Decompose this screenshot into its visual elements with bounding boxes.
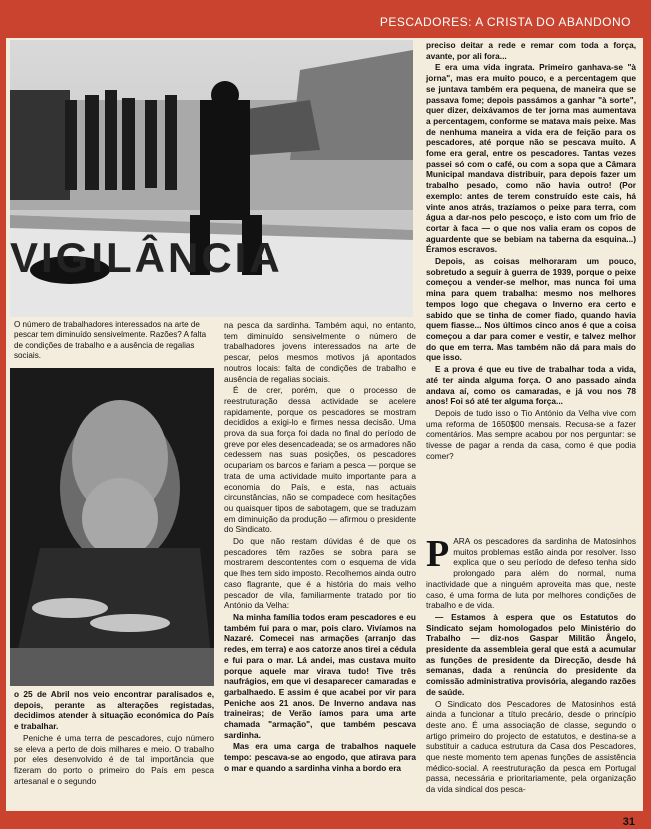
photo-fisherman	[10, 40, 413, 317]
paragraph: Depois de tudo isso o Tio António da Velha vive com uma reforma de 1650$00 mensais. Recusa-se a fazer comentários. Mas sempre acabou por nos perguntar: se tivesse de pagar a renda da casa, como é que podia comer?	[426, 407, 636, 461]
header-title: PESCADORES: A CRISTA DO ABANDONO	[379, 15, 631, 29]
photo-woman	[10, 368, 214, 686]
paragraph-quote: preciso deitar a rede e remar com toda a força, avante, por ali fora...	[426, 40, 636, 61]
text-col-right	[426, 40, 636, 462]
paragraph-quote: E era uma vida ingrata. Primeiro ganhava-se "à jorna", mas era muito pouco, e a percentagem que se juntava também era pequena, de maneira que se passava fome; depois passámos a ganhar "à sorte", quer dizer, deixávamos de ter jorna mas aumentava a percentagem, conforme se matava mais peixe. Mas de nenhuma maneira a vida era de feição para os pescadores, até porque não se pescava muito. A fome era geral, entre os pescadores. Tantas vezes passei só com o café, ou com a sopa que a Câmara Municipal mandava distribuir, para depois fazer um trabalho pesado, como não havia outro! (Por exemplo: antes de terem construído este cais, há vinte anos atrás, trazíamos o peixe para terra, com água a dar-nos pelo pescoço, e isto com um frio de cortar à faca — o que nos valia eram os copos de aguardente que se bebiam na taberna da esquina...) Éramos escravos.	[426, 62, 636, 255]
text-col-left	[14, 689, 214, 787]
text-col-middle	[224, 320, 416, 775]
paragraph-quote: Na minha família todos eram pescadores e eu também fui para o mar, pois claro. Vivíamos na Nazaré. Comecei nas armações (arranjo das redes, em terra) e aos catorze anos tirei a cédula e fui para o mar. Lá andei, mas custava muito porque aquele mar virava tudo! Tive três naufrágios, em que vi desaparecer camaradas e garbalhaedo. E assim é que acabei por vir para Peniche aos 21 anos. De Inverno andava nas traineiras; de Verão íamos para uma arte chamada "armação", que também pescava sardinha.	[224, 611, 416, 740]
paragraph: É de crer, porém, que o processo de reestruturação dessa actividade se acelere rapidamente, porque os pescadores se mostram decididos a exigi-lo e firmes nessa decisão. Uma prova da sua força foi dada no final do período de greve por eles desencadeada; se os armadores não cedessem nas suas posições, os pescadores ocupariam os barcos e fariam a pesca — porque se trata de uma actividade muito importante para a economia do País, e esta, nas actuais circunstâncias, não se compadece com hesitações ou quaisquer tipos de sabotagem, que se traduzam em diminuição da produção — afirmou o presidente do Sindicato.	[224, 385, 416, 535]
paragraph-quote: Mas era uma carga de trabalhos naquele tempo: pescava-se ao engodo, que atirava para o mar e quando a sardinha vinha a bordo era	[224, 741, 416, 773]
text-col-right-bottom	[426, 533, 636, 796]
paragraph-quote: E a prova é que eu tive de trabalhar toda a vida, até ter ainda alguma força. O ano passado ainda andava aí, como os camaradas, e já vou nos 78 anos! Foi só até ter alguma força...	[426, 364, 636, 407]
sign-vigilancia: VIGILÂNCIA	[10, 234, 283, 281]
paragraph: Do que não restam dúvidas é de que os pescadores têm razões se sobra para se mostrarem descontentes com o esquema de vida que lhes tem sido imposto. Recolhemos ainda outro caso flagrante, que é a história do mais velho pescador de vila, familiarmente tratado por tio António da Velha:	[224, 536, 416, 611]
paragraph: na pesca da sardinha. Também aqui, no entanto, tem diminuído sensivelmente o número de trabalhadores jovens interessados na arte de pescar, pelos mesmos motivos já apontados noutros locais: falta de condições de trabalho e ausência de regalias sociais.	[224, 320, 416, 384]
paragraph-text: ARA os pescadores da sardinha de Matosinhos muitos problemas estão ainda por resolver. Isso explica que o seu período de defeso tenha sido prolongado para além do normal, numa inactividade que a ninguém aproveita mas que, neste caso, é uma forma de luta por melhores condições de trabalho e de vida.	[426, 536, 636, 611]
right-border	[643, 0, 651, 829]
left-border	[0, 0, 6, 829]
paragraph-quote: — Estamos à espera que os Estatutos do Sindicato sejam homologados pelo Ministério do Trabalho — diz-nos Gaspar Militão Ângelo, presidente da assembleia geral que está a acumular as funções de presidente da Direcção, desde há semanas, dada a renúncia do presidente da comissão administrativa provisória, alegando razões de saúde.	[426, 611, 636, 697]
paragraph: Peniche é uma terra de pescadores, cujo número se eleva a perto de dois milhares e meio. O trabalho por eles desenvolvido é de tal importância que fizeram do porto o primeiro do País em pesca artesanal e o segundo	[14, 732, 214, 786]
page-header-bar	[0, 0, 651, 38]
drop-cap: P	[426, 533, 450, 575]
paragraph	[426, 533, 636, 611]
page-number: 31	[622, 816, 635, 828]
caption-photo1: O número de trabalhadores interessados na arte de pescar tem diminuído sensivelmente. Razões? A falta de condições de trabalho e a ausência de regalias sociais.	[14, 320, 207, 361]
bottom-border	[0, 811, 651, 829]
paragraph-quote: Depois, as coisas melhoraram um pouco, sobretudo a seguir à guerra de 1939, porque o peixe começou a vender-se melhor, mas nunca foi uma mina para quem trabalha: mesmo nos melhores tempos logo que chegava o Inverno era certo e sabido que se tinha de comer fiado, quando havia quem fiasse... Nos últimos cinco anos é que a coisa começou a dar para comer e vestir, e talvez melhor do que em terra. Mas também não dá para mais do que isso.	[426, 256, 636, 363]
paragraph: o 25 de Abril nos veio encontrar paralisados e, depois, perante as alterações registadas, decidimos atender à situação económica do País e trabalhar.	[14, 689, 214, 732]
paragraph: O Sindicato dos Pescadores de Matosinhos está ainda a funcionar a título precário, desde o princípio deste ano. É uma associação de classe, segundo o artigo primeiro do projecto de estatutos, e destina-se a substituir a caduca estrutura da Casa dos Pescadores, que neste momento tem apenas funções de assistência médico-social. A reestruturação da pesca em Portugal passa, necessária e prioritariamente, pela organização da vida sindical dos pesca-	[426, 698, 636, 795]
